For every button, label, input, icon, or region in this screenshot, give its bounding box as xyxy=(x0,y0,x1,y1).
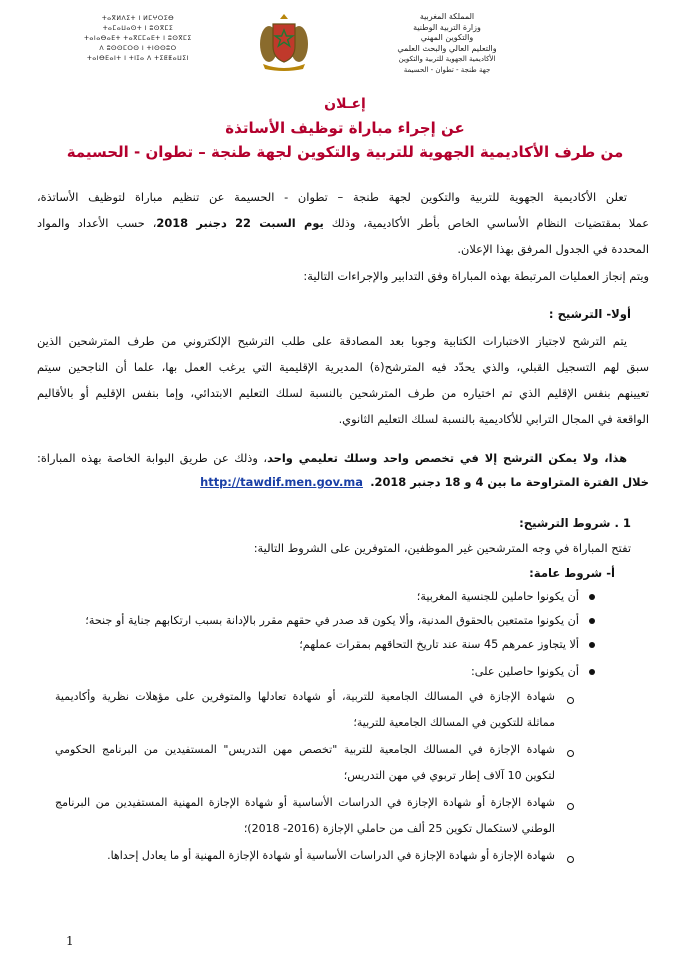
circle-bullet-icon xyxy=(567,856,574,863)
degree-line: لتكوين 10 آلاف إطار تربوي في مهن التدريس؛ xyxy=(343,769,555,782)
coat-of-arms-icon xyxy=(253,10,315,72)
intro-text: عملا بمقتضيات النظام الأساسي الخاص بأطر الأكاديمية، وذلك xyxy=(323,216,649,230)
bullet-icon xyxy=(589,642,595,648)
header-arabic-line: المملكة المغربية xyxy=(419,12,475,21)
header-tifinagh-line: ⵜⴰⵏⴱⴹⴰⵏⵜ ⵏ ⵜⵏⵊⴰ ⴷ ⵜⵉⵟⵟⴰⵡⵉⵏ xyxy=(87,55,189,62)
condition-text: ألا يتجاوز عمرهم 45 سنة عند تاريخ التحاقهم بمقرات عملهم؛ xyxy=(299,638,579,651)
condition-bullet xyxy=(299,635,595,655)
general-conditions-heading: أ- شروط عامة: xyxy=(529,566,615,580)
notice-text: ، وذلك عن طريق البوابة الخاصة بهذه المباراة: xyxy=(37,451,268,465)
notice-paragraph xyxy=(37,446,649,494)
notice-line xyxy=(37,446,649,470)
header-arabic-line: وزارة التربية الوطنية xyxy=(413,22,481,32)
procedures-intro: ويتم إنجاز العمليات المرتبطة بهذه المباراة وفق التدابير والإجراءات التالية: xyxy=(303,269,649,283)
degree-line: شهادة الإجازة في المسالك الجامعية للتربية "تخصص مهن التدريس" المستفيدين من البرنامج الحكومي xyxy=(55,743,555,756)
condition-text: أن يكونوا حاصلين على: xyxy=(471,665,579,678)
announcement-title: إعـلان xyxy=(324,96,366,112)
bullet-icon xyxy=(589,594,595,600)
notice-bold-text: هذا، ولا يمكن الترشح إلا في تخصص واحد وسلك تعليمي واحد xyxy=(267,451,627,465)
notice-line xyxy=(37,470,649,494)
intro-line: المحددة في الجدول المرفق بهذا الإعلان. xyxy=(457,242,649,256)
condition-bullet xyxy=(471,662,595,682)
degree-line: شهادة الإجازة في المسالك الجامعية للتربية، أو شهادة تعادلها والمتوفرين على مؤهلات نظرية وأكاديمية xyxy=(55,690,555,703)
header-tifinagh-block xyxy=(58,14,218,64)
intro-text: ، حسب الأعداد والمواد xyxy=(37,216,157,230)
condition-bullet xyxy=(417,587,595,607)
header-tifinagh-line: ⵜⴰⵏⴰⴱⴰⴹⵜ ⵜⴰⴳⵎⵎⴰⴹⵜ ⵏ ⵓⵙⴳⵎⵉ xyxy=(84,35,192,42)
header-arabic-line: والتعليم العالي والبحث العلمي xyxy=(397,43,497,53)
condition-bullet xyxy=(85,611,595,631)
intro-line xyxy=(37,210,649,236)
degree-option xyxy=(55,843,555,869)
candidacy-period: خلال الفترة المتراوحة ما بين 4 و 18 دجنبر 2018. xyxy=(370,475,649,489)
exam-date: يوم السبت 22 دجنبر 2018 xyxy=(156,216,324,230)
announcement-issuer: من طرف الأكاديمية الجهوية للتربية والتكوين لجهة طنجة – تطوان - الحسيمة xyxy=(66,143,624,161)
degree-line: شهادة الإجازة أو شهادة الإجازة في الدراسات الأساسية أو شهادة الإجازة المهنية أو ما يعادل إحداها. xyxy=(107,849,555,862)
header-arabic-line: جهة طنجة - تطوان - الحسيمة xyxy=(403,65,491,74)
header-arabic-line: والتكوين المهني xyxy=(420,33,474,42)
conditions-intro: تفتح المباراة في وجه المترشحين غير الموظفين، المتوفرين على الشروط التالية: xyxy=(253,541,631,555)
circle-bullet-icon xyxy=(567,697,574,704)
candidacy-line: تعيينهم بنفس الإقليم الذي تم اختياره من طرف المترشحين بالنسبة لسلك التعليم الابتدائي، وإما بنفس الإقليم أو بالأقاليم xyxy=(37,386,649,400)
header-tifinagh-line: ⵜⴰⴳⵍⴷⵉⵜ ⵏ ⵍⵎⵖⵔⵉⴱ xyxy=(101,15,175,22)
condition-text: أن يكونوا حاملين للجنسية المغربية؛ xyxy=(416,590,579,603)
degree-option xyxy=(55,737,555,789)
condition-text: أن يكونوا متمتعين بالحقوق المدنية، وألا يكون قد صدر في حقهم مقرر بالإدانة بسبب ارتكابهم جناية أو جنحة؛ xyxy=(85,614,579,627)
intro-line: تعلن الأكاديمية الجهوية للتربية والتكوين لجهة طنجة – تطوان - الحسيمة عن تنظيم مباراة لتوظيف الأساتذة، xyxy=(37,190,627,204)
header-arabic-block xyxy=(372,12,522,75)
circle-bullet-icon xyxy=(567,750,574,757)
degree-line: شهادة الإجازة أو شهادة الإجازة في الدراسات الأساسية أو شهادة الإجازة المهنية المستفيدين من البرنامج xyxy=(55,796,555,809)
intro-paragraph xyxy=(37,184,649,262)
bullet-icon xyxy=(589,618,595,624)
tawdif-portal-link[interactable]: http://tawdif.men.gov.ma xyxy=(200,475,363,489)
candidacy-paragraph xyxy=(37,328,649,432)
bullet-icon xyxy=(589,669,595,675)
section-heading-candidacy: أولا- الترشيح : xyxy=(548,307,631,321)
conditions-heading: 1 . شروط الترشيح: xyxy=(519,516,631,530)
degree-option xyxy=(55,790,555,842)
degree-line: الوطني لاستكمال تكوين 25 ألف من حاملي الإجازة (2016- 2018)؛ xyxy=(243,822,555,835)
header-tifinagh-line: ⵜⴰⵎⴰⵡⴰⵙⵜ ⵏ ⵓⵙⴳⵎⵉ xyxy=(102,25,174,32)
page-number: 1 xyxy=(66,934,74,948)
degree-option xyxy=(55,684,555,736)
candidacy-line: الواقعة في المجال الترابي للأكاديمية بالنسبة لسلك التعليم الثانوي. xyxy=(338,412,649,426)
candidacy-line: يتم الترشح لاجتياز الاختبارات الكتابية وجوبا بعد المصادقة على طلب الترشيح الإلكتروني من طرف المترشحين الذين xyxy=(37,334,627,348)
announcement-subtitle: عن إجراء مباراة توظيف الأساتذة xyxy=(225,119,465,137)
circle-bullet-icon xyxy=(567,803,574,810)
header-arabic-line: الأكاديمية الجهوية للتربية والتكوين xyxy=(398,55,496,63)
degree-line: مماثلة للتكوين في المسالك الجامعية للتربية؛ xyxy=(353,716,555,729)
candidacy-line: سبق لهم التسجيل القبلي، والذي يحدّد فيه المترشح(ة) المديرية الإقليمية التي يرغب العمل بها، علما أن الناجحين سيتم xyxy=(37,360,649,374)
header-tifinagh-line: ⴷ ⵓⵙⵙⵎⵔⵙ ⵏ ⵜⵏⵙⵙⵓⵔ xyxy=(99,45,177,52)
